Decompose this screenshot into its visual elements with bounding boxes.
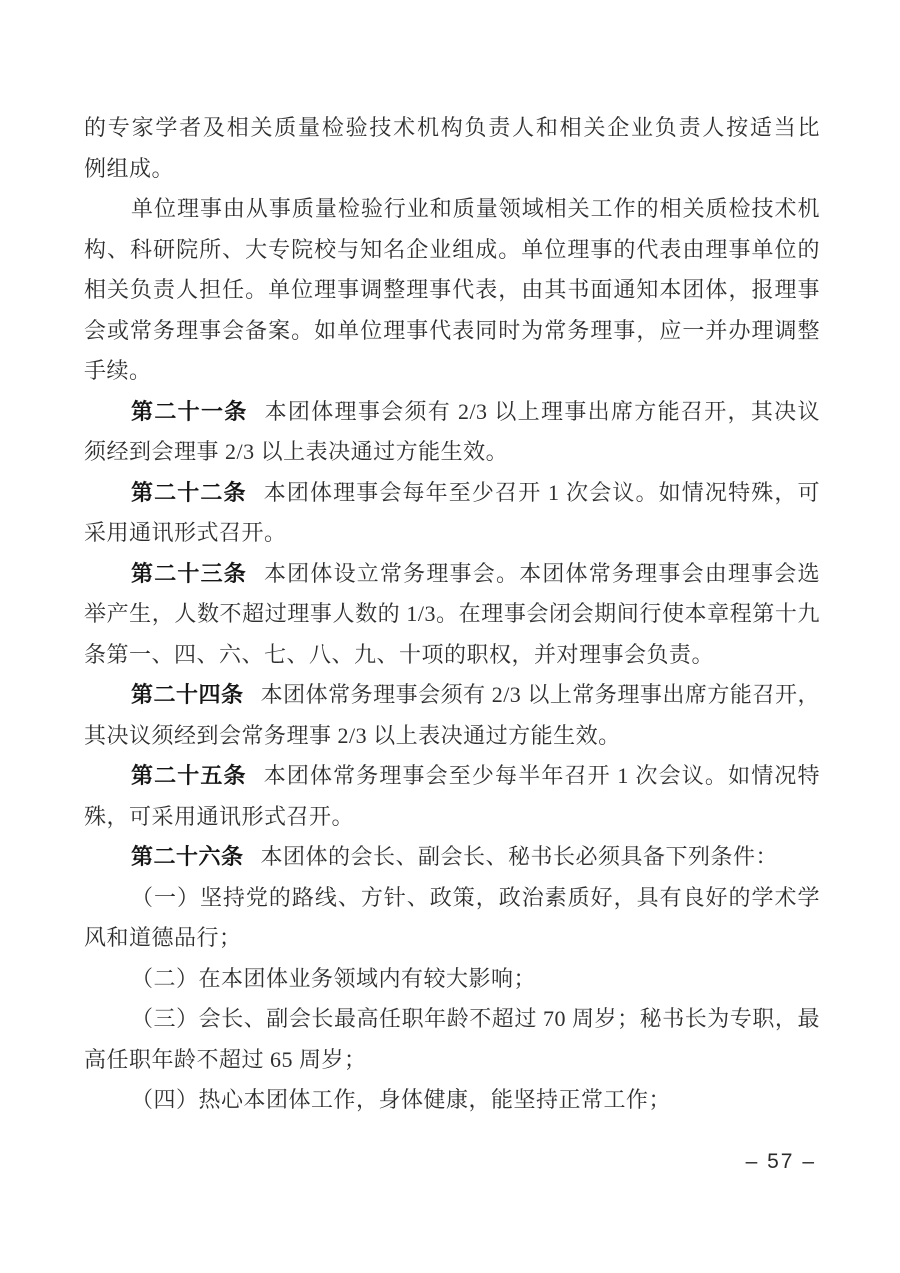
line-text: 须经到会理事 2/3 以上表决通过方能生效。 <box>84 439 509 464</box>
text-line <box>84 554 820 595</box>
line-text: 采用通讯形式召开。 <box>84 520 287 545</box>
text-line <box>84 594 820 635</box>
line-text: 相关负责人担任。单位理事调整理事代表，由其书面通知本团体，报理事 <box>84 277 820 302</box>
text-line <box>84 999 820 1040</box>
line-text: 殊，可采用通讯形式召开。 <box>84 803 355 829</box>
text-line <box>84 473 820 514</box>
article-number: 第二十五条 <box>131 763 247 788</box>
text-line <box>84 635 820 676</box>
line-text: 高任职年龄不超过 65 周岁； <box>84 1046 367 1072</box>
text-line <box>84 675 820 716</box>
line-text: 其决议须经到会常务理事 2/3 以上表决通过方能生效。 <box>84 722 621 748</box>
text-line <box>84 189 820 230</box>
text-line <box>84 270 820 311</box>
line-text: （一）坚持党的路线、方针、政策，政治素质好，具有良好的学术学 <box>131 884 820 910</box>
text-line <box>84 513 820 554</box>
line-text: 本团体常务理事会须有 2/3 以上常务理事出席方能召开， <box>260 682 820 707</box>
text-line <box>84 1040 820 1081</box>
line-text: 的专家学者及相关质量检验技术机构负责人和相关企业负责人按适当比 <box>84 115 820 140</box>
line-text: 本团体的会长、副会长、秘书长必须具备下列条件： <box>260 844 779 869</box>
line-text: 条第一、四、六、七、八、九、十项的职权，并对理事会负责。 <box>84 641 715 667</box>
article-number: 第二十六条 <box>131 844 244 869</box>
line-text: （二）在本团体业务领域内有较大影响； <box>131 965 537 991</box>
line-text: 会或常务理事会备案。如单位理事代表同时为常务理事，应一并办理调整 <box>84 317 820 343</box>
line-text: 风和道德品行； <box>84 925 242 950</box>
article-number: 第二十一条 <box>131 398 248 424</box>
line-text: 本团体理事会须有 2/3 以上理事出席方能召开，其决议 <box>264 398 820 424</box>
text-line <box>84 797 820 838</box>
text-line <box>84 392 820 433</box>
text-line <box>84 756 820 797</box>
text-line <box>84 108 820 149</box>
line-text: 手续。 <box>84 358 152 383</box>
line-text: （四）热心本团体工作，身体健康，能坚持正常工作； <box>131 1087 672 1112</box>
text-line <box>84 837 820 878</box>
line-text: 本团体常务理事会至少每半年召开 1 次会议。如情况特 <box>263 763 820 788</box>
text-line <box>84 878 820 919</box>
line-text: 本团体理事会每年至少召开 1 次会议。如情况特殊，可 <box>263 479 820 505</box>
text-line <box>84 1080 820 1121</box>
text-line <box>84 351 820 392</box>
document-body <box>84 108 820 1121</box>
text-line <box>84 432 820 473</box>
line-text: 单位理事由从事质量检验行业和质量领域相关工作的相关质检技术机 <box>131 196 820 221</box>
text-line <box>84 959 820 1000</box>
text-line <box>84 918 820 959</box>
line-text: 构、科研院所、大专院校与知名企业组成。单位理事的代表由理事单位的 <box>84 236 820 262</box>
article-number: 第二十三条 <box>131 560 247 586</box>
article-number: 第二十二条 <box>131 479 247 505</box>
text-line <box>84 149 820 190</box>
text-line <box>84 230 820 271</box>
article-number: 第二十四条 <box>131 682 244 707</box>
page-number: – 57 – <box>745 1150 816 1173</box>
line-text: 举产生，人数不超过理事人数的 1/3。在理事会闭会期间行使本章程第十九 <box>84 601 820 626</box>
line-text: 例组成。 <box>84 155 175 181</box>
line-text: 本团体设立常务理事会。本团体常务理事会由理事会选 <box>263 560 820 586</box>
text-line <box>84 311 820 352</box>
line-text: （三）会长、副会长最高任职年龄不超过 70 周岁；秘书长为专职，最 <box>131 1006 820 1031</box>
text-line <box>84 716 820 757</box>
